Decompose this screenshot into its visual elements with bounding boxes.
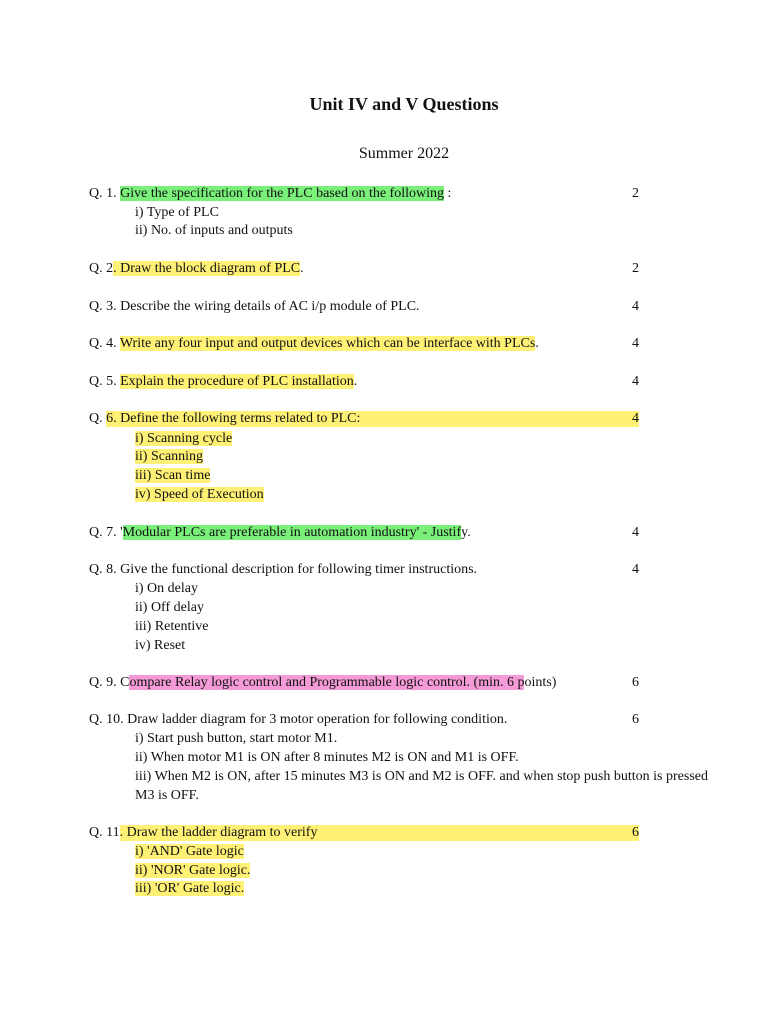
sub-item: iii) When M2 is ON, after 15 minutes M3 is ON and M2 is OFF. and when stop push button is pressed [135,769,708,784]
question-1: Q. 1. Give the specification for the PLC based on the following : [89,186,452,201]
highlight-pink: ompare Relay logic control and Programmable logic control. (min. 6 p [129,675,525,690]
sub-item: iii) Retentive [135,619,209,634]
sub-item: ii) No. of inputs and outputs [135,223,293,238]
question-10: Q. 10. Draw ladder diagram for 3 motor operation for following condition. [89,712,508,727]
marks: 4 [632,525,639,540]
sub-item: ii) When motor M1 is ON after 8 minutes M2 is ON and M1 is OFF. [135,750,519,765]
question-6: Q. 6. Define the following terms related to PLC: [89,411,361,426]
marks: 6 [632,675,639,690]
question-9: Q. 9. Compare Relay logic control and Programmable logic control. (min. 6 points) [89,675,557,690]
question-3: Q. 3. Describe the wiring details of AC i/p module of PLC. [89,299,420,314]
question-4: Q. 4. Write any four input and output devices which can be interface with PLCs. [89,336,539,351]
sub-item: ii) 'NOR' Gate logic. [135,863,251,878]
marks: 6 [632,712,639,727]
sub-item: iii) Scan time [135,468,211,483]
marks: 6 [632,825,639,840]
highlight-yellow: Write any four input and output devices which can be interface with PLCs [119,336,536,351]
sub-item: ii) Off delay [135,600,204,615]
marks: 4 [632,299,639,314]
sub-item-wrap: M3 is OFF. [135,788,199,803]
sub-item: i) Type of PLC [135,205,219,220]
question-5: Q. 5. Explain the procedure of PLC installation. [89,374,358,389]
page-subtitle: Summer 2022 [358,145,450,162]
sub-item: i) Scanning cycle [135,431,233,446]
question-7: Q. 7. 'Modular PLCs are preferable in automation industry' - Justify. [89,525,471,540]
highlight-yellow: Explain the procedure of PLC installation [120,374,354,389]
sub-item: iii) 'OR' Gate logic. [135,881,245,896]
highlight-yellow: . Draw the block diagram of PLC [113,261,301,276]
highlight-green: Modular PLCs are preferable in automation industry' - Justif [122,525,462,540]
sub-item: i) Start push button, start motor M1. [135,731,338,746]
question-8: Q. 8. Give the functional description for following timer instructions. [89,562,478,577]
marks: 2 [632,186,639,201]
sub-item: ii) Scanning [135,449,204,464]
page-title: Unit IV and V Questions [309,94,499,114]
question-2: Q. 2. Draw the block diagram of PLC. [89,261,304,276]
sub-item: i) On delay [135,581,198,596]
sub-item: iv) Reset [135,638,186,653]
marks: 4 [632,562,639,577]
marks: 2 [632,261,639,276]
marks: 4 [632,336,639,351]
question-11: Q. 11. Draw the ladder diagram to verify [89,825,318,840]
highlight-green: Give the specification for the PLC based on the following [120,186,444,201]
marks: 4 [632,374,639,389]
sub-item: iv) Speed of Execution [135,487,264,502]
marks: 4 [632,411,639,426]
sub-item: i) 'AND' Gate logic [135,844,244,859]
